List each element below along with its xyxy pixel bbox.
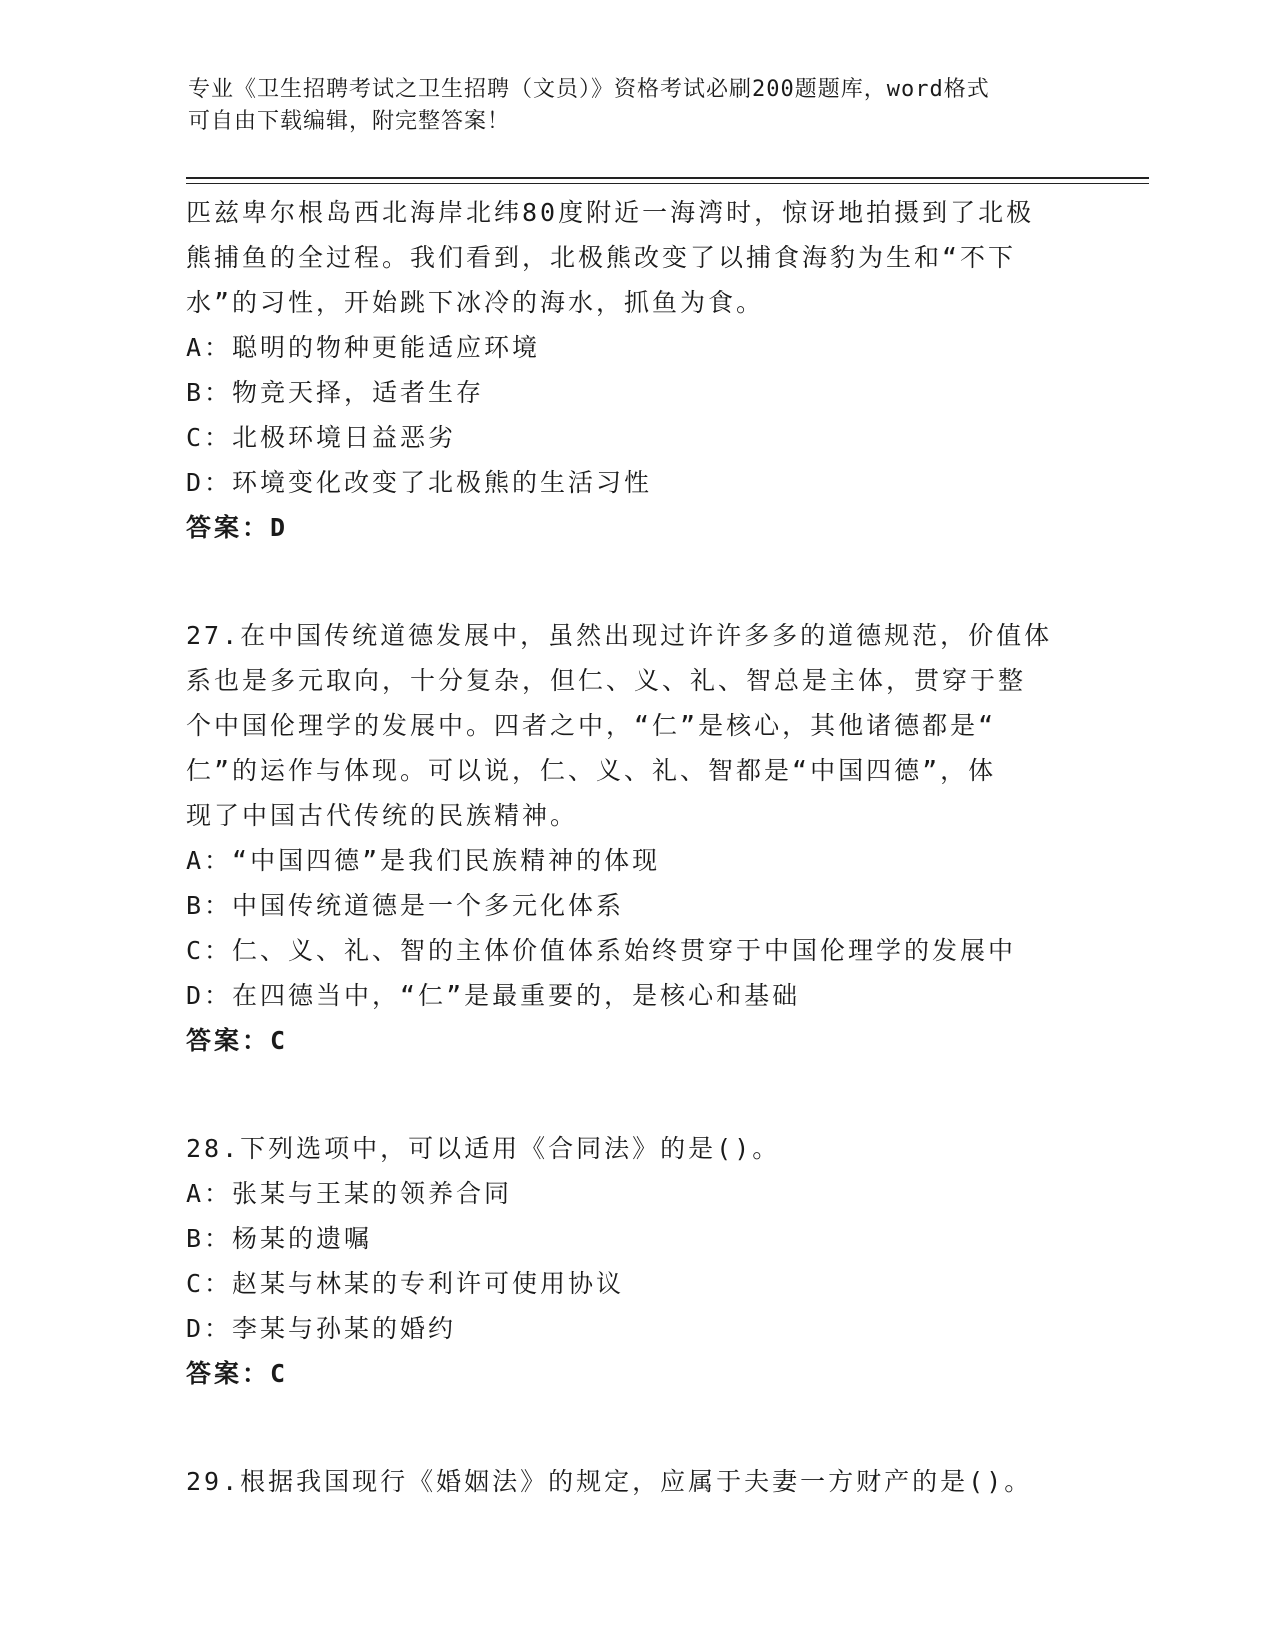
header-divider-thick [186, 177, 1149, 179]
option-c: C：仁、义、礼、智的主体价值体系始终贯穿于中国伦理学的发展中 [186, 936, 1017, 965]
question-stem-line: 28.下列选项中，可以适用《合同法》的是()。 [186, 1134, 781, 1163]
question-stem-line: 水”的习性，开始跳下冰冷的海水，抓鱼为食。 [186, 288, 765, 317]
option-a: A：“中国四德”是我们民族精神的体现 [186, 846, 661, 875]
question-stem-line: 仁”的运作与体现。可以说，仁、义、礼、智都是“中国四德”，体 [186, 756, 997, 785]
question-28 [186, 1126, 1086, 1397]
question-stem-line: 熊捕鱼的全过程。我们看到，北极熊改变了以捕食海豹为生和“不下 [186, 243, 1017, 272]
option-d: D：环境变化改变了北极熊的生活习性 [186, 468, 653, 497]
question-stem-line: 29.根据我国现行《婚姻法》的规定，应属于夫妻一方财产的是()。 [186, 1467, 1033, 1496]
option-d: D：在四德当中，“仁”是最重要的，是核心和基础 [186, 981, 801, 1010]
option-c: C：北极环境日益恶劣 [186, 423, 457, 452]
option-a: A：聪明的物种更能适应环境 [186, 333, 541, 362]
answer: 答案：C [186, 1359, 289, 1388]
question-stem-line: 匹兹卑尔根岛西北海岸北纬80度附近一海湾时，惊讶地拍摄到了北极 [186, 198, 1035, 227]
question-29 [186, 1459, 1086, 1504]
question-stem-line: 现了中国古代传统的民族精神。 [186, 801, 579, 830]
header-divider-thin [186, 183, 1149, 184]
question-26 [186, 190, 1086, 551]
option-b: B：中国传统道德是一个多元化体系 [186, 891, 625, 920]
option-c: C：赵某与林某的专利许可使用协议 [186, 1269, 625, 1298]
question-stem-line: 个中国伦理学的发展中。四者之中，“仁”是核心，其他诸德都是“ [186, 711, 997, 740]
option-a: A：张某与王某的领养合同 [186, 1179, 513, 1208]
header-line-1: 专业《卫生招聘考试之卫生招聘（文员）》资格考试必刷200题题库，word格式 [188, 77, 990, 102]
answer: 答案：D [186, 513, 289, 542]
answer: 答案：C [186, 1026, 289, 1055]
option-b: B：物竞天择，适者生存 [186, 378, 485, 407]
option-b: B：杨某的遗嘱 [186, 1224, 373, 1253]
option-d: D：李某与孙某的婚约 [186, 1314, 457, 1343]
document-header [188, 74, 1088, 138]
question-stem-line: 系也是多元取向，十分复杂，但仁、义、礼、智总是主体，贯穿于整 [186, 666, 1027, 695]
document-body [186, 190, 1086, 1504]
header-line-2: 可自由下载编辑，附完整答案！ [188, 109, 511, 134]
question-stem-line: 27.在中国传统道德发展中，虽然出现过许许多多的道德规范，价值体 [186, 621, 1053, 650]
question-27 [186, 613, 1086, 1064]
